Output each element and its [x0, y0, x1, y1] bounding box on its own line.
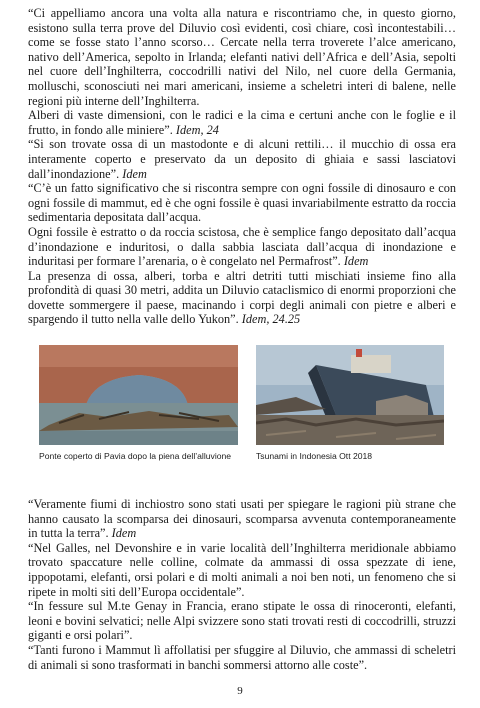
figure-caption: Tsunami in Indonesia Ott 2018: [256, 451, 373, 461]
figure-tsunami: [256, 345, 444, 461]
paragraph: “Nel Galles, nel Devonshire e in varie località dell’Inghilterra meridionale abbiamo trovato spaccature nelle colline, colmate da ammassi di ossa spezzate di iene, ippopotami, elefanti, orsi polari e di molti animali a noi ben noti, un fenomeno che si ripete in molti siti dell’Europa occidentale”.: [28, 540, 456, 599]
source-citation: Idem, 24: [175, 122, 219, 137]
paragraph: La presenza di ossa, alberi, torba e altri detriti tutti mischiati insieme fino alla profondità di quasi 30 metri, addita un Diluvio cataclismico di enormi proporzioni che dovette sommergere il paese, macinando i corpi degli animali con pietre e alberi e spargendo il tutto nella valle dello Yukon”. Idem, 24.25: [28, 268, 456, 327]
paragraph: Alberi di vaste dimensioni, con le radici e la cima e certuni anche con le foglie e il frutto, in fondo alle miniere”. Idem, 24: [28, 108, 456, 137]
bottom-text-block: [28, 497, 456, 672]
top-text-block: [28, 6, 456, 327]
figure-caption: Ponte coperto di Pavia dopo la piena dell’alluvione: [39, 451, 232, 461]
source-citation: Idem: [111, 526, 137, 541]
paragraph: “Si son trovate ossa di un mastodonte e di alcuni rettili… il mucchio di ossa era interamente coperto e preservato da un deposito di ghiaia e sassi lasciatovi dall’inondazione”. Idem: [28, 137, 456, 181]
bridge-flood-photo: [39, 345, 238, 445]
page-number: 9: [237, 685, 243, 697]
paragraph: “Veramente fiumi di inchiostro sono stati usati per spiegare le ragioni più strane che hanno causato la scomparsa dei dinosauri, scomparsa avvenuta contemporaneamente in tutta la terra”. Idem: [28, 497, 456, 541]
source-citation: Idem, 24.25: [241, 312, 301, 327]
paragraph: “Ci appelliamo ancora una volta alla natura e riscontriamo che, in questo giorno, esistono sulla terra prove del Diluvio così evidenti, così chiare, così incontestabili… come se fosse stato l’anno scorso… Cercate nella terra troverete l’alce americano, nativo dell’America, sepolto in Irlanda; elefanti nativi dell’Africa e dell’Asia, sepolti nel cuore dell’Inghilterra, coccodrilli nativi del Nilo, nel cuore della Germania, molluschi, sconosciuti nei mari americani, insieme a scheletri interi di balene, nelle regioni più interne dell’Inghilterra.: [28, 6, 456, 108]
paragraph: “Tanti furono i Mammut lì affollatisi per sfuggire al Diluvio, che ammassi di scheletri di animali si sono trasformati in banchi sommersi attorno alle coste”.: [28, 642, 456, 672]
paragraph: “In fessure sul M.te Genay in Francia, erano stipate le ossa di rinoceronti, elefanti, leoni e bovini selvatici; nelle Alpi svizzere sono stati trovati resti di coccodrilli, struzzi giganti e orsi polari”.: [28, 599, 456, 643]
figure-bridge: [39, 345, 238, 461]
paragraph: Ogni fossile è estratto o da roccia scistosa, che è semplice fango depositato dall’acqua d’inondazione e induritosi, o dalla sabbia lasciata dall’acqua di inondazione e induritasi per formare l’arenaria, o è congelato nel Permafrost”. Idem: [28, 224, 456, 269]
tsunami-ship-photo: [256, 345, 444, 445]
source-citation: Idem: [122, 166, 147, 181]
source-citation: Idem: [343, 254, 369, 269]
paragraph: “C’è un fatto significativo che si riscontra sempre con ogni fossile di dinosauro e con ogni fossile di mammut, ed è che ogni fossile è quasi invariabilmente estratto da roccia sedimentaria depositata dall’acqua.: [28, 181, 456, 225]
